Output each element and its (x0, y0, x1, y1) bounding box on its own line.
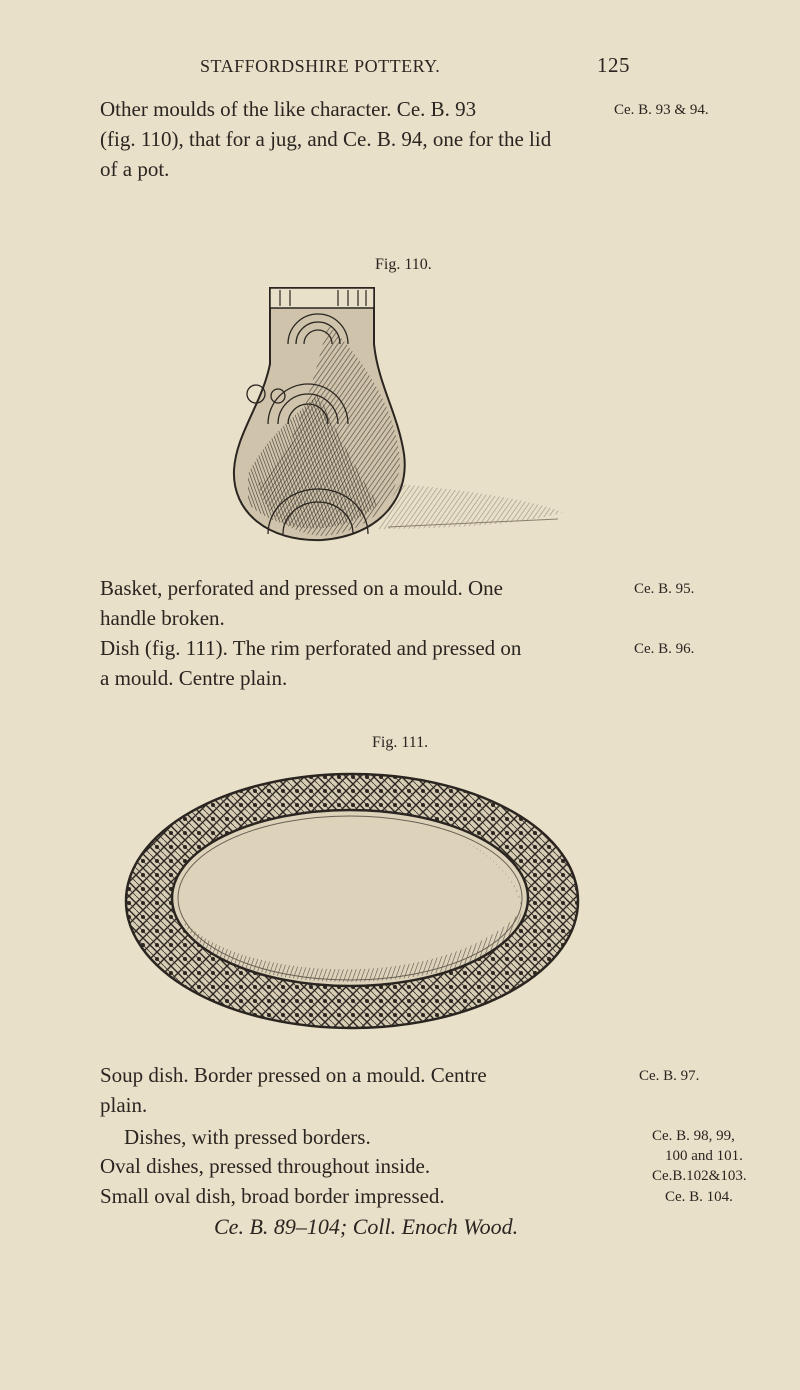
list-margin-ref1: Ce. B. 98, 99, (652, 1128, 735, 1144)
para3-line2: a mould. Centre plain. (100, 666, 288, 690)
fig111-caption: Fig. 111. (372, 734, 429, 751)
para1-line2: (fig. 110), that for a jug, and Ce. B. 94, one for the lid (100, 127, 552, 151)
para3-margin-ref: Ce. B. 96. (634, 641, 695, 657)
list-line2: Oval dishes, pressed throughout inside. (100, 1154, 431, 1178)
para4-margin-ref: Ce. B. 97. (639, 1068, 700, 1084)
list-line1: Dishes, with pressed borders. (124, 1125, 371, 1149)
collection-note: Ce. B. 89–104; Coll. Enoch Wood. (214, 1214, 519, 1239)
page-number: 125 (597, 53, 630, 77)
para2-margin-ref: Ce. B. 95. (634, 581, 695, 597)
list-margin-ref4: Ce. B. 104. (665, 1189, 733, 1205)
vase-mould-illustration (228, 284, 568, 546)
list-margin-ref3: Ce.B.102&103. (652, 1168, 747, 1184)
oval-dish-illustration (122, 770, 582, 1032)
header-title: STAFFORDSHIRE POTTERY. (200, 56, 441, 76)
para3-line1: Dish (fig. 111). The rim perforated and pressed on (100, 636, 522, 660)
list-line3: Small oval dish, broad border impressed. (100, 1184, 445, 1208)
para2-line1: Basket, perforated and pressed on a mould. One (100, 576, 503, 600)
para2-line2: handle broken. (100, 606, 225, 630)
para4-line2: plain. (100, 1093, 148, 1117)
list-margin-ref2: 100 and 101. (665, 1148, 743, 1164)
para1-line1: Other moulds of the like character. Ce. B. 93 (100, 97, 477, 121)
para4-line1: Soup dish. Border pressed on a mould. Centre (100, 1063, 487, 1087)
para1-margin-ref: Ce. B. 93 & 94. (614, 102, 709, 118)
para1-line3: of a pot. (100, 157, 170, 181)
fig110-caption: Fig. 110. (375, 256, 432, 273)
